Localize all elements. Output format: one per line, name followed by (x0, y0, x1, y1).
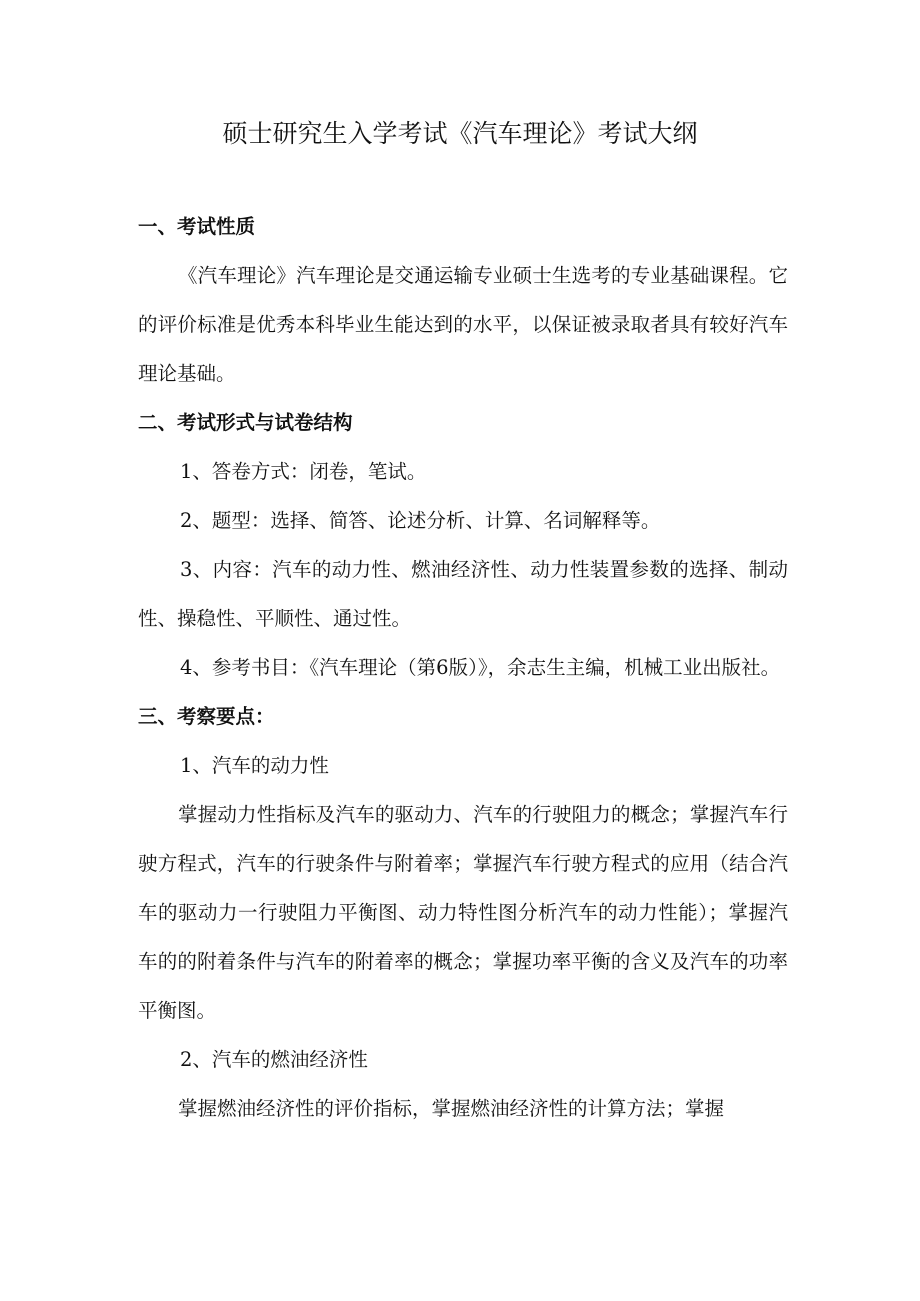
exam-format-item-2: 2、题型：选择、简答、论述分析、计算、名词解释等。 (180, 509, 661, 532)
exam-format-item-1: 1、答卷方式：闭卷，笔试。 (180, 460, 427, 483)
key-point-2-paragraph: 掌握燃油经济性的评价指标，掌握燃油经济性的计算方法；掌握 (178, 1097, 725, 1120)
section-heading-exam-format: 二、考试形式与试卷结构 (138, 411, 353, 434)
exam-format-item-3: 3、内容：汽车的动力性、燃油经济性、动力性装置参数的选择、制动性、操稳性、平顺性、通过性。 (138, 558, 788, 630)
exam-nature-paragraph: 《汽车理论》汽车理论是交通运输专业硕士生选考的专业基础课程。它的评价标准是优秀本科毕业生能达到的水平，以保证被录取者具有较好汽车理论基础。 (138, 264, 788, 385)
section-heading-exam-nature: 一、考试性质 (138, 215, 256, 238)
key-point-1-paragraph: 掌握动力性指标及汽车的驱动力、汽车的行驶阻力的概念；掌握汽车行驶方程式，汽车的行驶条件与附着率；掌握汽车行驶方程式的应用（结合汽车的驱动力一行驶阻力平衡图、动力特性图分析汽车的动力性能）；掌握汽车的的附着条件与汽车的附着率的概念；掌握功率平衡的含义及汽车的功率平衡图。 (138, 803, 788, 1022)
document-title: 硕士研究生入学考试《汽车理论》考试大纲 (222, 119, 698, 148)
exam-format-item-4: 4、参考书目：《汽车理论（第6版）》，余志生主编，机械工业出版社。 (180, 656, 781, 679)
key-point-1-label: 1、汽车的动力性 (180, 754, 329, 777)
key-point-2-label: 2、汽车的燃油经济性 (180, 1048, 368, 1071)
section-heading-key-points: 三、考察要点： (138, 705, 275, 728)
document-body (138, 202, 788, 1133)
